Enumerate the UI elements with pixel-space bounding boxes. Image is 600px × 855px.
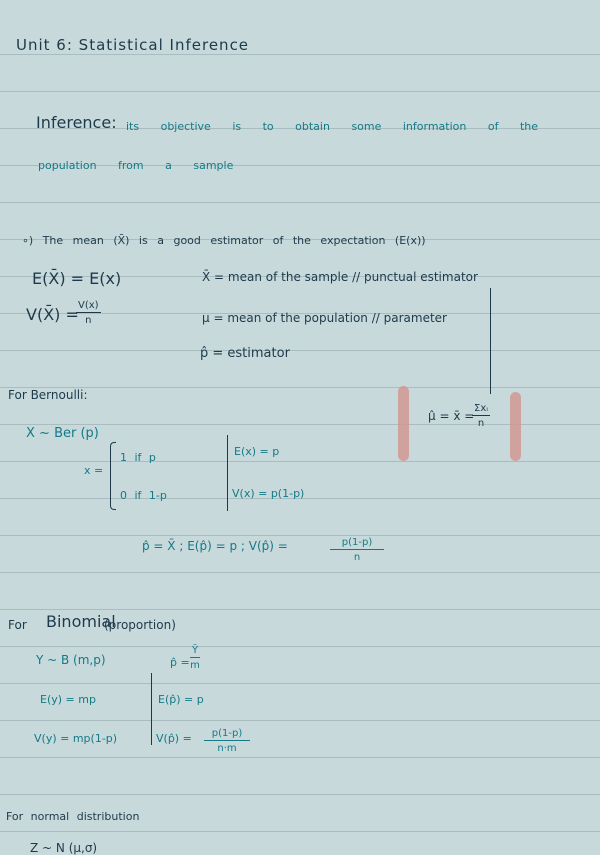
bernoulli-heading: For Bernoulli: [8,388,88,402]
binomial-heading-for: For [8,618,27,632]
variance-lhs: V(X̄) = [26,305,79,324]
binomial-variance: V(y) = mp(1-p) [34,732,118,745]
mu-hat-fraction [472,403,490,429]
binomial-variance-hat-lhs: V(p̂) = [156,732,192,745]
binomial-phat-fraction [190,645,200,671]
mu-hat-lhs: μ̂ = x̄ = [428,409,475,423]
bernoulli-x-eq: x = [84,464,104,477]
variance-denominator: n [85,315,92,326]
binomial-var-hat-numerator: p(1-p) [204,728,250,741]
inference-line-1: its objective is to obtain some information of the [126,120,539,133]
binomial-phat-denominator: m [190,660,200,671]
highlight-mark-right [510,392,521,461]
binomial-var-hat-denominator: n·m [217,743,237,754]
binomial-expectation-hat: E(p̂) = p [158,693,204,706]
xbar-definition: X̄ = mean of the sample // punctual estimator [202,270,478,284]
binomial-phat-lhs: p̂ = [170,656,190,669]
highlight-mark-left [398,386,409,461]
variance-fraction [76,300,101,326]
bernoulli-variance-fraction [330,537,384,563]
mu-definition: μ = mean of the population // parameter [202,311,447,325]
bernoulli-variance: V(x) = p(1-p) [232,487,305,500]
bernoulli-case-2: 0 if 1-p [120,489,167,502]
bernoulli-var-denominator: n [353,552,361,563]
inference-line-2: population from a sample [38,159,234,172]
page-title: Unit 6: Statistical Inference [16,36,250,54]
binomial-heading-paren: (proportion) [104,618,176,632]
variance-numerator: V(x) [78,300,99,311]
cases-brace [110,442,116,510]
bernoulli-var-numerator: p(1-p) [330,537,384,550]
bernoulli-divider [227,435,228,511]
bernoulli-expectation: E(x) = p [234,445,280,458]
binomial-phat-numerator: Ȳ [192,645,199,656]
inference-term: Inference: [36,113,117,132]
normal-heading: For normal distribution [6,810,140,823]
bernoulli-distribution: X ~ Ber (p) [26,426,99,441]
phat-definition: p̂ = estimator [200,346,290,361]
binomial-distribution: Y ~ B (m,p) [36,653,106,667]
binomial-heading-word: Binomial [46,612,116,631]
expectation-equation: E(X̄) = E(x) [32,269,122,288]
mu-hat-denominator: n [477,418,485,429]
binomial-expectation: E(y) = mp [40,693,96,706]
connector-line [490,288,491,394]
mean-bullet: ∘) The mean (X̄) is a good estimator of the expectation (E(x)) [22,234,426,247]
bernoulli-case-1: 1 if p [120,451,156,464]
binomial-divider [151,673,152,745]
normal-distribution-partial: Z ~ N (μ,σ) [30,841,98,855]
bernoulli-estimator-line: p̂ = X̄ ; E(p̂) = p ; V(p̂) = [142,539,288,553]
mu-hat-numerator: Σxᵢ [474,403,489,414]
binomial-variance-hat-fraction [204,728,250,754]
